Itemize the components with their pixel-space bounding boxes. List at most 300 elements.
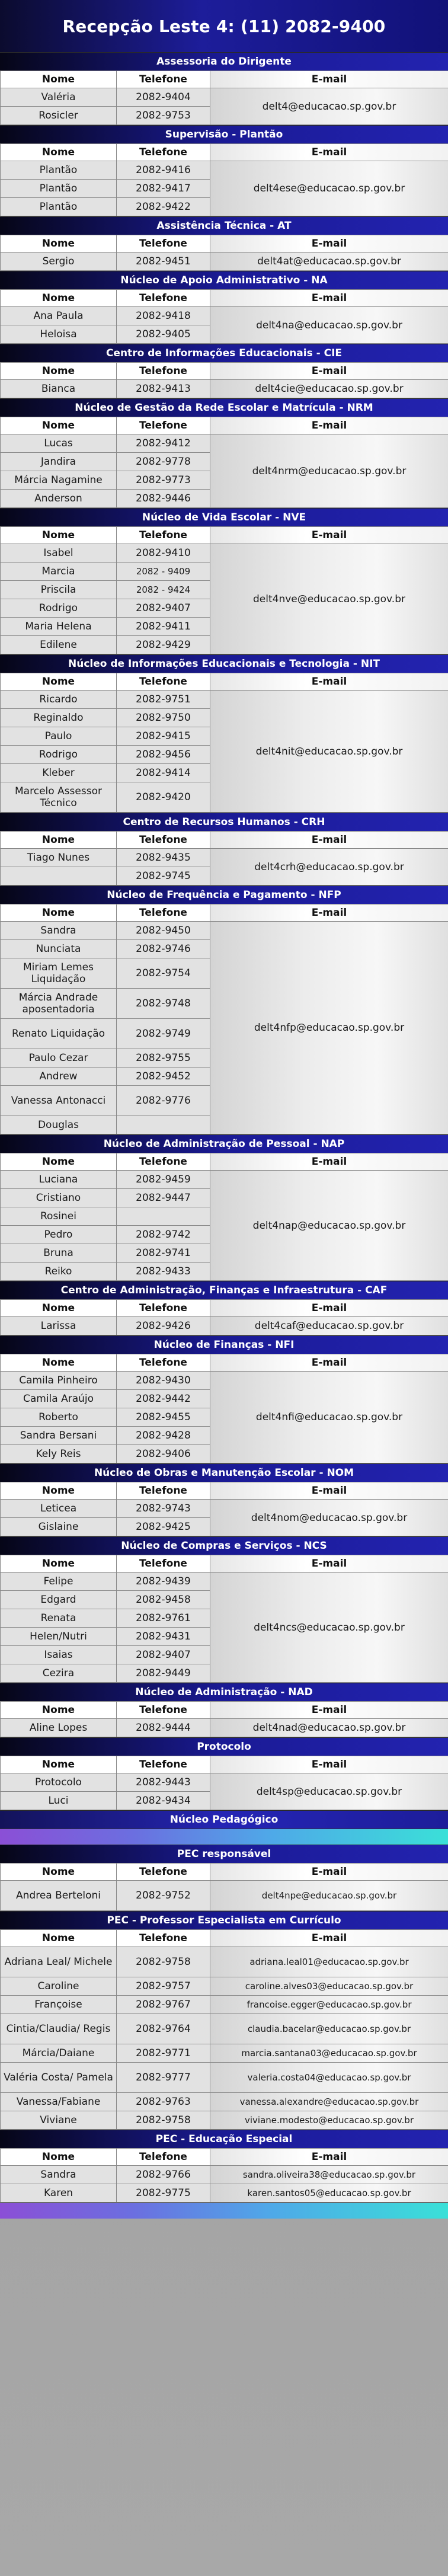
contact-name: Valéria Costa/ Pamela: [1, 2063, 117, 2093]
table-row: [1, 1881, 448, 1911]
column-header-name: Nome: [1, 1864, 117, 1881]
column-header-name: Nome: [1, 1482, 117, 1500]
contact-name: Plantão: [1, 161, 117, 180]
column-header-phone: Telefone: [117, 2149, 210, 2166]
contact-phone: 2082-9763: [117, 2093, 210, 2111]
column-header-name: Nome: [1, 832, 117, 849]
section-header: Núcleo de Frequência e Pagamento - NFP: [0, 886, 448, 904]
column-header-email: E-mail: [210, 1930, 448, 1947]
table-header-row: [1, 1702, 448, 1719]
column-header-name: Nome: [1, 1153, 117, 1171]
contact-table: [0, 526, 448, 654]
contact-email[interactable]: delt4nit@educacao.sp.gov.br: [210, 691, 448, 813]
contact-phone: 2082-9439: [117, 1573, 210, 1591]
column-header-email: E-mail: [210, 1153, 448, 1171]
contact-email[interactable]: delt4caf@educacao.sp.gov.br: [210, 1317, 448, 1335]
table-header-row: [1, 1864, 448, 1881]
contact-name: Aline Lopes: [1, 1719, 117, 1737]
column-header-name: Nome: [1, 1930, 117, 1947]
column-header-email: E-mail: [210, 1300, 448, 1317]
directory-sections: [0, 52, 448, 1810]
section-header: Supervisão - Plantão: [0, 125, 448, 143]
contact-name: Isabel: [1, 544, 117, 562]
column-header-phone: Telefone: [117, 290, 210, 307]
column-header-name: Nome: [1, 1300, 117, 1317]
section-header: PEC responsável: [0, 1845, 448, 1863]
contact-table: [0, 1756, 448, 1810]
column-header-phone: Telefone: [117, 1930, 210, 1947]
contact-name: Bruna: [1, 1244, 117, 1263]
contact-phone: 2082-9775: [117, 2184, 210, 2203]
contact-email[interactable]: delt4nfi@educacao.sp.gov.br: [210, 1372, 448, 1463]
contact-email[interactable]: delt4sp@educacao.sp.gov.br: [210, 1773, 448, 1810]
contact-phone: 2082-9446: [117, 490, 210, 508]
column-header-phone: Telefone: [117, 417, 210, 434]
contact-email[interactable]: delt4npe@educacao.sp.gov.br: [210, 1881, 448, 1911]
table-row: [1, 544, 448, 562]
table-row: [1, 691, 448, 709]
table-row: [1, 88, 448, 107]
contact-phone: 2082-9429: [117, 636, 210, 654]
table-header-row: [1, 1482, 448, 1500]
contact-table: [0, 904, 448, 1134]
contact-name: Isaias: [1, 1646, 117, 1664]
contact-phone: 2082-9405: [117, 325, 210, 344]
contact-phone: 2082-9415: [117, 727, 210, 746]
column-header-phone: Telefone: [117, 832, 210, 849]
contact-email[interactable]: delt4nom@educacao.sp.gov.br: [210, 1500, 448, 1536]
contact-phone: 2082-9745: [117, 867, 210, 886]
contact-phone: 2082-9771: [117, 2044, 210, 2063]
table-header-row: [1, 905, 448, 922]
contact-email[interactable]: delt4nrm@educacao.sp.gov.br: [210, 434, 448, 508]
contact-name: Plantão: [1, 180, 117, 198]
contact-phone: 2082-9418: [117, 307, 210, 325]
table-row: [1, 2093, 448, 2111]
table-row: [1, 922, 448, 940]
contact-phone: 2082 - 9424: [117, 581, 210, 599]
table-row: [1, 253, 448, 271]
contact-name: Françoise: [1, 1996, 117, 2014]
contact-phone: 2082-9404: [117, 88, 210, 107]
contact-phone: 2082-9452: [117, 1068, 210, 1086]
contact-phone: 2082-9426: [117, 1317, 210, 1335]
column-header-email: E-mail: [210, 144, 448, 161]
contact-phone: 2082-9749: [117, 1019, 210, 1049]
contact-phone: 2082-9431: [117, 1628, 210, 1646]
column-header-name: Nome: [1, 235, 117, 253]
table-row: [1, 2111, 448, 2130]
contact-email[interactable]: valeria.costa04@educacao.sp.gov.br: [210, 2063, 448, 2093]
column-header-phone: Telefone: [117, 71, 210, 88]
contact-name: Anderson: [1, 490, 117, 508]
column-header-email: E-mail: [210, 832, 448, 849]
column-header-email: E-mail: [210, 1482, 448, 1500]
contact-phone: 2082 - 9409: [117, 562, 210, 581]
table-row: [1, 161, 448, 180]
contact-table: [0, 1929, 448, 2130]
contact-name: Priscila: [1, 581, 117, 599]
contact-phone: 2082-9414: [117, 764, 210, 782]
contact-phone: 2082-9458: [117, 1591, 210, 1609]
contact-phone: 2082-9407: [117, 1646, 210, 1664]
section-header: Centro de Recursos Humanos - CRH: [0, 813, 448, 831]
contact-table: [0, 1863, 448, 1911]
column-header-phone: Telefone: [117, 1482, 210, 1500]
column-header-email: E-mail: [210, 527, 448, 544]
column-header-phone: Telefone: [117, 673, 210, 691]
contact-phone: 2082-9773: [117, 471, 210, 490]
contact-name: Heloisa: [1, 325, 117, 344]
contact-name: Reiko: [1, 1263, 117, 1281]
contact-name: Miriam Lemes Liquidação: [1, 958, 117, 989]
section-header: Núcleo de Gestão da Rede Escolar e Matrícula - NRM: [0, 398, 448, 417]
contact-phone: 2082-9449: [117, 1664, 210, 1683]
contact-name: [1, 867, 117, 886]
contact-phone: 2082-9410: [117, 544, 210, 562]
contact-phone: 2082-9776: [117, 1086, 210, 1116]
column-header-phone: Telefone: [117, 1702, 210, 1719]
contact-name: Cezira: [1, 1664, 117, 1683]
column-header-phone: Telefone: [117, 1354, 210, 1372]
contact-phone: [117, 1207, 210, 1226]
section-header: Núcleo de Administração de Pessoal - NAP: [0, 1134, 448, 1153]
contact-name: Renata: [1, 1609, 117, 1628]
table-row: [1, 307, 448, 325]
contact-table: [0, 831, 448, 886]
contact-phone: 2082-9407: [117, 599, 210, 618]
contact-name: Viviane: [1, 2111, 117, 2130]
contact-name: Larissa: [1, 1317, 117, 1335]
column-header-email: E-mail: [210, 1354, 448, 1372]
column-header-email: E-mail: [210, 1702, 448, 1719]
contact-email[interactable]: delt4nfp@educacao.sp.gov.br: [210, 922, 448, 1134]
column-header-email: E-mail: [210, 235, 448, 253]
contact-email[interactable]: viviane.modesto@educacao.sp.gov.br: [210, 2111, 448, 2130]
column-header-phone: Telefone: [117, 1153, 210, 1171]
table-header-row: [1, 1354, 448, 1372]
table-header-row: [1, 417, 448, 434]
contact-name: Rosinei: [1, 1207, 117, 1226]
table-row: [1, 1573, 448, 1591]
contact-phone: 2082-9746: [117, 940, 210, 958]
contact-table: [0, 417, 448, 508]
column-header-name: Nome: [1, 2149, 117, 2166]
contact-phone: 2082-9757: [117, 1977, 210, 1996]
contact-phone: 2082-9411: [117, 618, 210, 636]
contact-table: [0, 2148, 448, 2203]
contact-phone: 2082-9778: [117, 453, 210, 471]
column-header-name: Nome: [1, 71, 117, 88]
contact-email[interactable]: delt4na@educacao.sp.gov.br: [210, 307, 448, 344]
contact-phone: 2082-9422: [117, 198, 210, 216]
column-header-name: Nome: [1, 417, 117, 434]
contact-table: [0, 235, 448, 271]
contact-name: Márcia Andrade aposentadoria: [1, 989, 117, 1019]
contact-name: Karen: [1, 2184, 117, 2203]
contact-phone: 2082-9777: [117, 2063, 210, 2093]
contact-name: Vanessa/Fabiane: [1, 2093, 117, 2111]
contact-name: Rodrigo: [1, 599, 117, 618]
contact-name: Marcelo Assessor Técnico: [1, 782, 117, 813]
contact-phone: 2082-9751: [117, 691, 210, 709]
contact-phone: 2082-9456: [117, 746, 210, 764]
column-header-name: Nome: [1, 363, 117, 380]
contact-phone: 2082-9741: [117, 1244, 210, 1263]
section-header: Núcleo de Finanças - NFI: [0, 1335, 448, 1354]
column-header-name: Nome: [1, 290, 117, 307]
contact-table: [0, 1153, 448, 1281]
contact-name: Márcia/Daiane: [1, 2044, 117, 2063]
contact-phone: 2082-9435: [117, 849, 210, 867]
contact-phone: 2082-9761: [117, 1609, 210, 1628]
column-header-email: E-mail: [210, 363, 448, 380]
contact-email[interactable]: delt4cie@educacao.sp.gov.br: [210, 380, 448, 398]
contact-phone: 2082-9443: [117, 1773, 210, 1792]
contact-table: [0, 289, 448, 344]
table-header-row: [1, 2149, 448, 2166]
section-header: Núcleo de Apoio Administrativo - NA: [0, 271, 448, 289]
contact-table: [0, 71, 448, 125]
contact-phone: 2082-9459: [117, 1171, 210, 1189]
section-header: Núcleo de Vida Escolar - NVE: [0, 508, 448, 526]
contact-phone: 2082-9742: [117, 1226, 210, 1244]
contact-name: Valéria: [1, 88, 117, 107]
contact-name: Luci: [1, 1792, 117, 1810]
table-header-row: [1, 1930, 448, 1947]
contact-email[interactable]: delt4nve@educacao.sp.gov.br: [210, 544, 448, 654]
contact-name: Nunciata: [1, 940, 117, 958]
contact-phone: 2082-9450: [117, 922, 210, 940]
contact-phone: 2082-9755: [117, 1049, 210, 1068]
column-header-name: Nome: [1, 1756, 117, 1773]
contact-name: Ricardo: [1, 691, 117, 709]
column-header-name: Nome: [1, 527, 117, 544]
contact-name: Cristiano: [1, 1189, 117, 1207]
contact-phone: 2082-9416: [117, 161, 210, 180]
contact-phone: 2082-9766: [117, 2166, 210, 2184]
section-header: Assistência Técnica - AT: [0, 216, 448, 235]
contact-phone: 2082-9412: [117, 434, 210, 453]
section-header: Centro de Administração, Finanças e Infraestrutura - CAF: [0, 1281, 448, 1299]
contact-name: Rosicler: [1, 107, 117, 125]
contact-name: Cintia/Claudia/ Regis: [1, 2014, 117, 2044]
contact-name: Plantão: [1, 198, 117, 216]
table-row: [1, 1996, 448, 2014]
contact-name: Camila Pinheiro: [1, 1372, 117, 1390]
table-row: [1, 2014, 448, 2044]
contact-name: Edgard: [1, 1591, 117, 1609]
decorative-divider: [0, 2203, 448, 2219]
column-header-phone: Telefone: [117, 905, 210, 922]
section-header: Núcleo de Compras e Serviços - NCS: [0, 1536, 448, 1555]
column-header-name: Nome: [1, 905, 117, 922]
table-row: [1, 1719, 448, 1737]
column-header-phone: Telefone: [117, 363, 210, 380]
contact-name: Sandra Bersani: [1, 1427, 117, 1445]
contact-phone: 2082-9743: [117, 1500, 210, 1518]
contact-email[interactable]: caroline.alves03@educacao.sp.gov.br: [210, 1977, 448, 1996]
contact-table: [0, 1354, 448, 1463]
table-row: [1, 380, 448, 398]
contact-email[interactable]: delt4crh@educacao.sp.gov.br: [210, 849, 448, 886]
contact-phone: 2082-9425: [117, 1518, 210, 1536]
contact-name: Roberto: [1, 1408, 117, 1427]
table-row: [1, 1977, 448, 1996]
column-header-email: E-mail: [210, 290, 448, 307]
contact-email[interactable]: delt4nap@educacao.sp.gov.br: [210, 1171, 448, 1281]
table-row: [1, 849, 448, 867]
contact-phone: 2082-9434: [117, 1792, 210, 1810]
section-header: Núcleo de Obras e Manutenção Escolar - NOM: [0, 1463, 448, 1482]
contact-phone: [117, 1116, 210, 1134]
section-header: Protocolo: [0, 1737, 448, 1756]
table-header-row: [1, 71, 448, 88]
contact-phone: 2082-9433: [117, 1263, 210, 1281]
contact-email[interactable]: sandra.oliveira38@educacao.sp.gov.br: [210, 2166, 448, 2184]
page-title: Recepção Leste 4: (11) 2082-9400: [0, 0, 448, 52]
contact-name: Gislaine: [1, 1518, 117, 1536]
contact-name: Reginaldo: [1, 709, 117, 727]
contact-phone: 2082-9752: [117, 1881, 210, 1911]
contact-name: Sandra: [1, 2166, 117, 2184]
contact-phone: 2082-9758: [117, 1947, 210, 1977]
column-header-phone: Telefone: [117, 1756, 210, 1773]
contact-name: Caroline: [1, 1977, 117, 1996]
contact-phone: 2082-9428: [117, 1427, 210, 1445]
contact-name: Kleber: [1, 764, 117, 782]
contact-phone: 2082-9451: [117, 253, 210, 271]
contact-email[interactable]: marcia.santana03@educacao.sp.gov.br: [210, 2044, 448, 2063]
contact-name: Tiago Nunes: [1, 849, 117, 867]
contact-email[interactable]: delt4ese@educacao.sp.gov.br: [210, 161, 448, 216]
contact-phone: 2082-9455: [117, 1408, 210, 1427]
column-header-phone: Telefone: [117, 1864, 210, 1881]
contact-name: Andrea Berteloni: [1, 1881, 117, 1911]
contact-name: Adriana Leal/ Michele: [1, 1947, 117, 1977]
contact-name: Vanessa Antonacci: [1, 1086, 117, 1116]
contact-email[interactable]: vanessa.alexandre@educacao.sp.gov.br: [210, 2093, 448, 2111]
contact-name: Lucas: [1, 434, 117, 453]
table-header-row: [1, 363, 448, 380]
column-header-phone: Telefone: [117, 527, 210, 544]
contact-name: Pedro: [1, 1226, 117, 1244]
contact-phone: 2082-9444: [117, 1719, 210, 1737]
contact-name: Márcia Nagamine: [1, 471, 117, 490]
contact-name: Helen/Nutri: [1, 1628, 117, 1646]
contact-email[interactable]: adriana.leal01@educacao.sp.gov.br: [210, 1947, 448, 1977]
section-header: Núcleo Pedagógico: [0, 1810, 448, 1829]
contact-name: Renato Liquidação: [1, 1019, 117, 1049]
contact-phone: 2082-9767: [117, 1996, 210, 2014]
contact-name: Jandira: [1, 453, 117, 471]
section-header: Assessoria do Dirigente: [0, 52, 448, 71]
column-header-email: E-mail: [210, 71, 448, 88]
contact-table: [0, 1482, 448, 1536]
contact-phone: 2082-9442: [117, 1390, 210, 1408]
contact-name: Andrew: [1, 1068, 117, 1086]
column-header-email: E-mail: [210, 417, 448, 434]
contact-name: Luciana: [1, 1171, 117, 1189]
contact-name: Sergio: [1, 253, 117, 271]
decorative-divider: [0, 1829, 448, 1845]
contact-name: Ana Paula: [1, 307, 117, 325]
column-header-email: E-mail: [210, 905, 448, 922]
table-row: [1, 2044, 448, 2063]
contact-name: Marcia: [1, 562, 117, 581]
contact-name: Edilene: [1, 636, 117, 654]
contact-email[interactable]: delt4@educacao.sp.gov.br: [210, 88, 448, 125]
table-header-row: [1, 1153, 448, 1171]
column-header-phone: Telefone: [117, 144, 210, 161]
contact-phone: 2082-9413: [117, 380, 210, 398]
table-row: [1, 1500, 448, 1518]
column-header-email: E-mail: [210, 2149, 448, 2166]
contact-name: Protocolo: [1, 1773, 117, 1792]
contact-name: Bianca: [1, 380, 117, 398]
pedagogico-block: [0, 1810, 448, 2219]
table-row: [1, 1171, 448, 1189]
contact-name: Rodrigo: [1, 746, 117, 764]
table-header-row: [1, 290, 448, 307]
contact-phone: 2082-9420: [117, 782, 210, 813]
contact-phone: 2082-9417: [117, 180, 210, 198]
table-row: [1, 2166, 448, 2184]
contact-email[interactable]: delt4at@educacao.sp.gov.br: [210, 253, 448, 271]
contact-table: [0, 1701, 448, 1737]
section-header: Centro de Informações Educacionais - CIE: [0, 344, 448, 362]
contact-email[interactable]: francoise.egger@educacao.sp.gov.br: [210, 1996, 448, 2014]
contact-phone: 2082-9750: [117, 709, 210, 727]
column-header-name: Nome: [1, 673, 117, 691]
table-row: [1, 1372, 448, 1390]
column-header-name: Nome: [1, 1354, 117, 1372]
column-header-phone: Telefone: [117, 1300, 210, 1317]
column-header-phone: Telefone: [117, 235, 210, 253]
contact-phone: 2082-9754: [117, 958, 210, 989]
table-row: [1, 1317, 448, 1335]
table-row: [1, 1773, 448, 1792]
contact-email[interactable]: delt4nad@educacao.sp.gov.br: [210, 1719, 448, 1737]
table-row: [1, 1947, 448, 1977]
contact-phone: 2082-9753: [117, 107, 210, 125]
column-header-email: E-mail: [210, 1864, 448, 1881]
contact-name: Maria Helena: [1, 618, 117, 636]
column-header-name: Nome: [1, 1702, 117, 1719]
table-row: [1, 434, 448, 453]
section-header: Núcleo de Informações Educacionais e Tecnologia - NIT: [0, 654, 448, 673]
contact-name: Felipe: [1, 1573, 117, 1591]
contact-email[interactable]: delt4ncs@educacao.sp.gov.br: [210, 1573, 448, 1683]
table-row: [1, 2063, 448, 2093]
contact-name: Kely Reis: [1, 1445, 117, 1463]
contact-phone: 2082-9430: [117, 1372, 210, 1390]
section-header: Núcleo de Administração - NAD: [0, 1683, 448, 1701]
section-header: PEC - Professor Especialista em Currículo: [0, 1911, 448, 1929]
contact-email[interactable]: karen.santos05@educacao.sp.gov.br: [210, 2184, 448, 2203]
contact-email[interactable]: claudia.bacelar@educacao.sp.gov.br: [210, 2014, 448, 2044]
contact-table: [0, 362, 448, 398]
table-header-row: [1, 1300, 448, 1317]
column-header-email: E-mail: [210, 1756, 448, 1773]
contact-name: Paulo Cezar: [1, 1049, 117, 1068]
table-header-row: [1, 144, 448, 161]
column-header-phone: Telefone: [117, 1555, 210, 1573]
column-header-name: Nome: [1, 1555, 117, 1573]
contact-name: Leticea: [1, 1500, 117, 1518]
column-header-email: E-mail: [210, 673, 448, 691]
table-header-row: [1, 235, 448, 253]
